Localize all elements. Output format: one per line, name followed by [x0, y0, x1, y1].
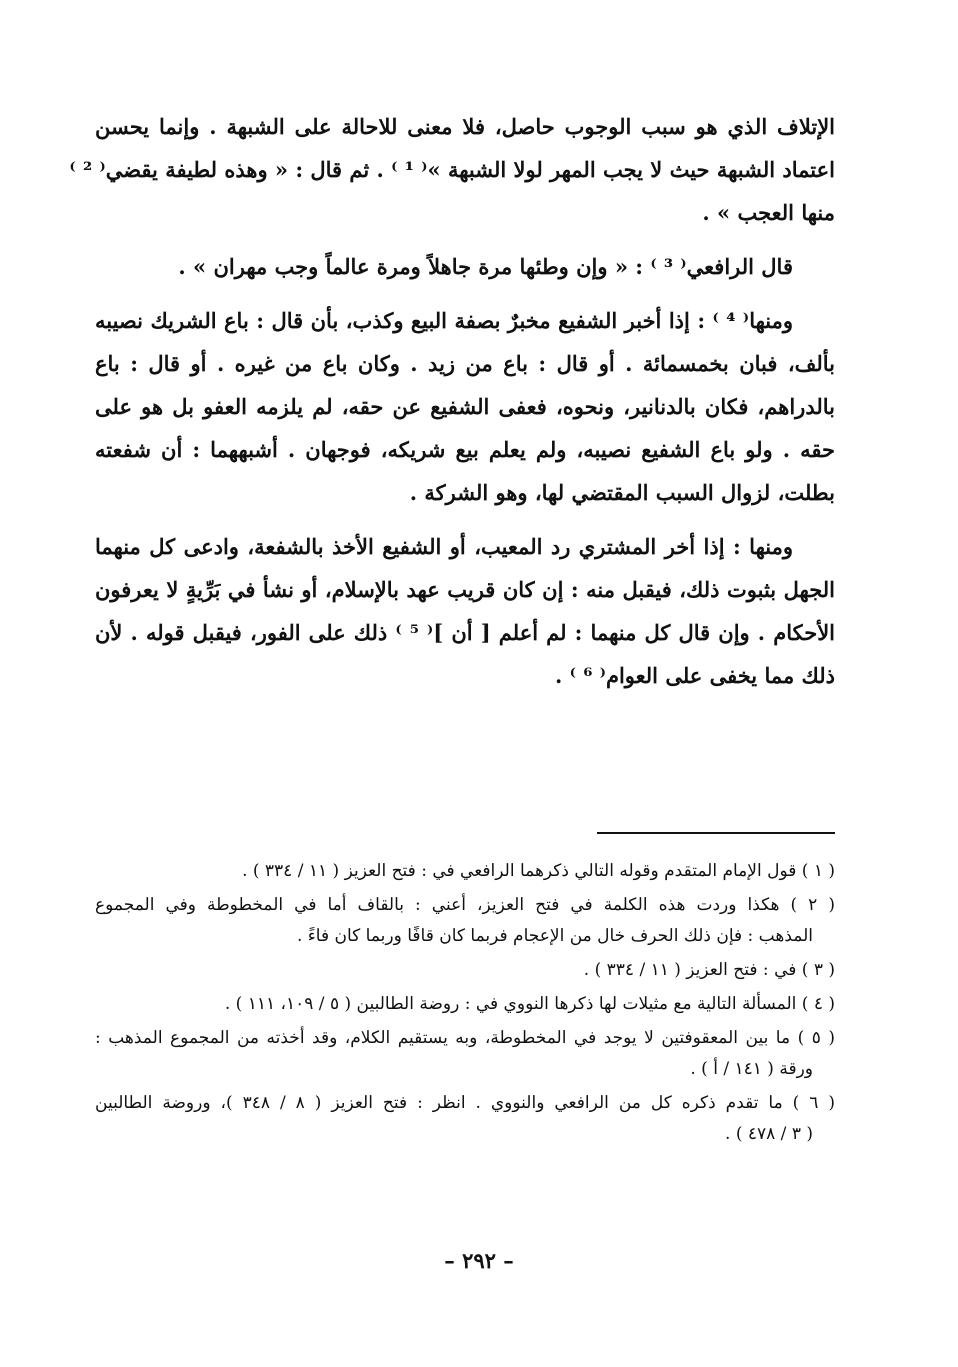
paragraph-3	[95, 299, 835, 514]
text-line: ومنها⁽ ⁴ ⁾ : إذا أخبر الشفيع مخبرٌ بصفة البيع وكذب، بأن قال : باع الشريك نصيبه	[95, 308, 793, 333]
text-line: قال الرافعي⁽ ³ ⁾ : « وإن وطئها مرة جاهلاً ومرة عالماً وجب مهران » .	[178, 254, 793, 279]
footnote-line: ( ١ ) قول الإمام المتقدم وقوله التالي ذكرهما الرافعي في : فتح العزيز ( ١١ / ٣٣٤ ) .	[242, 861, 835, 881]
main-text	[69, 105, 836, 697]
text-line: الأحكام . وإن قال كل منهما : لم أعلم [ أن ]⁽ ⁵ ⁾ ذلك على الفور، فيقبل قوله . لأن	[95, 620, 836, 645]
text-line: حقه . ولو باع الشفيع نصيبه، ولم يعلم بيع شريكه، فوجهان . أشبههما : أن شفعته	[95, 437, 835, 462]
paragraph-1	[69, 105, 835, 234]
text-line: بطلت، لزوال السبب المقتضي لها، وهو الشركة .	[409, 480, 835, 505]
footnote-line: ( ٥ ) ما بين المعقوفتين لا يوجد في المخطوطة، وبه يستقيم الكلام، وقد أخذته من المجموع المذهب :	[95, 1028, 835, 1048]
text-line: بالدراهم، فكان بالدنانير، ونحوه، فعفى الشفيع عن حقه، لم يلزمه العفو بل هو على	[95, 394, 835, 419]
footnote-5	[95, 1023, 835, 1085]
text-line: الإتلاف الذي هو سبب الوجوب حاصل، فلا معنى للاحالة على الشبهة . وإنما يحسن	[95, 114, 835, 139]
footnote-line: ورقة ( ١٤١ / أ ) .	[690, 1059, 813, 1079]
footnote-line: المذهب : فإن ذلك الحرف خال من الإعجام فربما كان قافًا وربما كان فاءً .	[296, 926, 813, 946]
text-line: اعتماد الشبهة حيث لا يجب المهر لولا الشبهة »⁽ ¹ ⁾ . ثم قال : « وهذه لطيفة يقضي⁽ ² ⁾	[69, 157, 835, 182]
text-line: بألف، فبان بخمسمائة . أو قال : باع من زيد . وكان باع من غيره . أو قال : باع	[95, 351, 835, 376]
paragraph-2	[95, 245, 835, 288]
text-line: منها العجب » .	[702, 200, 835, 225]
footnote-line: ( ٦ ) ما تقدم ذكره كل من الرافعي والنووي . انظر : فتح العزيز ( ٨ / ٣٤٨ )، وروضة الطالبين	[95, 1093, 835, 1113]
footnote-2	[95, 890, 835, 952]
footnote-3	[95, 955, 835, 986]
paragraph-4	[95, 525, 835, 697]
footnote-1	[95, 856, 835, 887]
footnote-line: ( ٣ ) في : فتح العزيز ( ١١ / ٣٣٤ ) .	[583, 960, 835, 980]
footnote-line: ( ٣ / ٤٧٨ ) .	[725, 1124, 813, 1144]
footnote-line: ( ٤ ) المسألة التالية مع مثيلات لها ذكرها النووي في : روضة الطالبين ( ٥ / ١٠٩، ١١١ ) .	[224, 994, 835, 1014]
footnotes	[95, 856, 835, 1153]
footnote-6	[95, 1088, 835, 1150]
text-line: ومنها : إذا أخر المشتري رد المعيب، أو الشفيع الأخذ بالشفعة، وادعى كل منهما	[95, 534, 793, 559]
page-number: – ٢٩٢ –	[444, 1248, 514, 1273]
footnote-line: ( ٢ ) هكذا وردت هذه الكلمة في فتح العزيز، أعني : بالقاف أما في المخطوطة وفي المجموع	[95, 895, 835, 915]
footnote-4	[95, 989, 835, 1020]
text-line: الجهل بثبوت ذلك، فيقبل منه : إن كان قريب عهد بالإسلام، أو نشأ في بَرِّيةٍ لا يعرفون	[95, 577, 835, 602]
footnote-separator	[597, 832, 835, 834]
text-line: ذلك مما يخفى على العوام⁽ ⁶ ⁾ .	[554, 663, 835, 688]
